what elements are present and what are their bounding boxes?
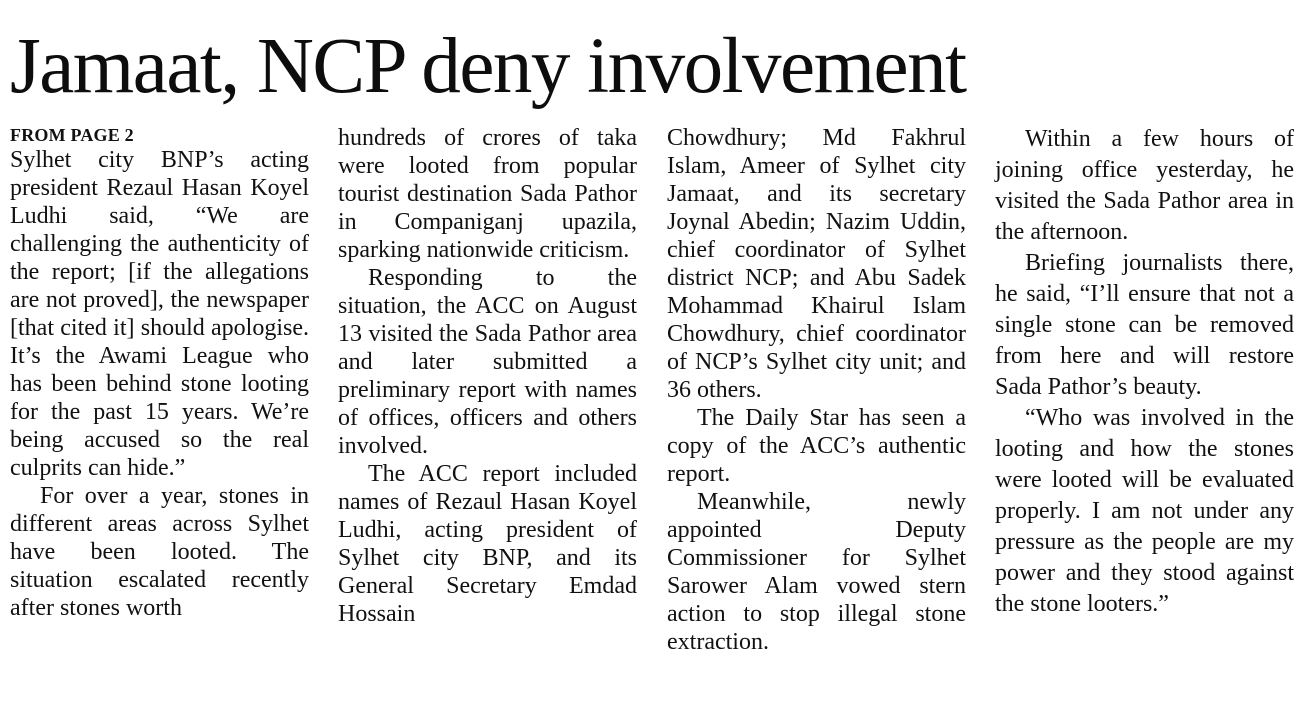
- text-column-1: [10, 124, 309, 622]
- paragraph: Chowdhury; Md Fakhrul Islam, Ameer of Sylhet city Jamaat, and its secretary Joynal Abedin; Nazim Uddin, chief coordinator of Sylhet district NCP; and Abu Sadek Mohammad Khairul Islam Chowdhury, chief coordinator of NCP’s Sylhet city unit; and 36 others.: [667, 125, 966, 403]
- article-headline: Jamaat, NCP deny involvement: [10, 23, 966, 110]
- jump-line: FROM PAGE 2: [10, 125, 134, 145]
- text-column-2: [338, 124, 637, 628]
- text-column-3: [667, 124, 966, 656]
- paragraph: The ACC report included names of Rezaul Hasan Koyel Ludhi, acting president of Sylhet city BNP, and its General Secretary Emdad Hossain: [338, 461, 637, 627]
- paragraph: “Who was involved in the looting and how the stones were looted will be evaluated properly. I am not under any pressure as the people are my power and they stood against the stone looters.”: [995, 405, 1294, 617]
- paragraph: For over a year, stones in different areas across Sylhet have been looted. The situation escalated recently after stones worth: [10, 483, 309, 621]
- text-column-4: [995, 124, 1294, 620]
- paragraph: Sylhet city BNP’s acting president Rezaul Hasan Koyel Ludhi said, “We are challenging the authenticity of the report; [if the allegations are not proved], the newspaper [that cited it] should apologise. It’s the Awami League who has been behind stone looting for the past 15 years. We’re being accused so the real culprits can hide.”: [10, 147, 309, 481]
- paragraph: Meanwhile, newly appointed Deputy Commissioner for Sylhet Sarower Alam vowed stern action to stop illegal stone extraction.: [667, 489, 966, 655]
- paragraph: hundreds of crores of taka were looted from popular tourist destination Sada Pathor in Companiganj upazila, sparking nationwide criticism.: [338, 125, 637, 263]
- paragraph: Within a few hours of joining office yesterday, he visited the Sada Pathor area in the afternoon.: [995, 126, 1294, 245]
- paragraph: The Daily Star has seen a copy of the ACC’s authentic report.: [667, 405, 966, 487]
- paragraph: Responding to the situation, the ACC on August 13 visited the Sada Pathor area and later submitted a preliminary report with names of offices, officers and others involved.: [338, 265, 637, 459]
- paragraph: Briefing journalists there, he said, “I’ll ensure that not a single stone can be removed from here and will restore Sada Pathor’s beauty.: [995, 250, 1294, 400]
